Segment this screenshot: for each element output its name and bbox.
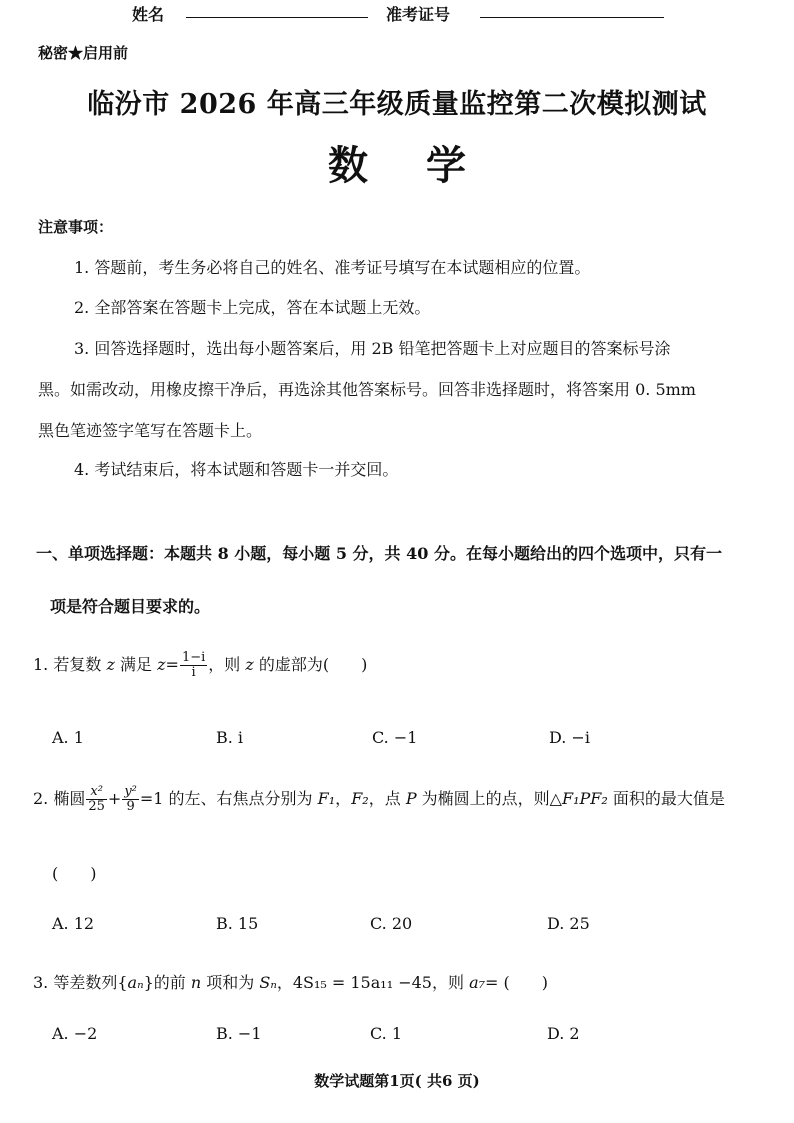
q2-option-a: A. 12: [52, 914, 95, 933]
q2-option-d: D. 25: [547, 914, 590, 933]
q1-option-b: B. i: [216, 728, 244, 747]
exam-id-field[interactable]: [480, 17, 664, 18]
notice-item-3-cont2: 黑色笔迹签字笔写在答题卡上。: [38, 421, 263, 440]
q1-option-c: C. −1: [372, 728, 418, 747]
secret-label: 秘密★启用前: [38, 44, 129, 62]
q3-option-a: A. −2: [52, 1024, 98, 1043]
name-label: 姓名: [132, 5, 165, 24]
notice-item-2: 2. 全部答案在答题卡上完成，答在本试题上无效。: [74, 298, 431, 317]
q3-option-d: D. 2: [547, 1024, 580, 1043]
notice-heading: 注意事项：: [38, 218, 114, 236]
question-3: 3. 等差数列{aₙ}的前 n 项和为 Sₙ，4S₁₅ = 15a₁₁ −45，则 a₇= ( ): [33, 973, 548, 992]
q2-option-c: C. 20: [370, 914, 413, 933]
fraction: $\frac{\text{y²}}{9}$: [124, 784, 137, 814]
notice-item-3: 3. 回答选择题时，选出每小题答案后，用 2B 铅笔把答题卡上对应题目的答案标号涂: [74, 339, 671, 358]
notice-item-4: 4. 考试结束后，将本试题和答题卡一并交回。: [74, 460, 399, 479]
q3-option-b: B. −1: [216, 1024, 262, 1043]
q2-option-b: B. 15: [216, 914, 259, 933]
q2-answer-paren: ( ): [52, 864, 97, 883]
page-footer: 数学试题第1页( 共6 页): [314, 1072, 480, 1090]
fraction: $\frac{1-i}{i}$: [181, 650, 206, 680]
subject-title: 数学: [328, 142, 524, 189]
q1-option-a: A. 1: [52, 728, 84, 747]
page-title: 临汾市 2026 年高三年级质量监控第二次模拟测试: [87, 89, 707, 120]
question-2: 2. 椭圆 $\frac{\text{x²}}{25}$ + $\frac{\text{y²}}{9}$ =1 的左、右焦点分别为 F₁，F₂，点 P 为椭圆上的点，则△F₁PF₂ 面积的最大值是: [33, 784, 725, 814]
notice-item-3-cont: 黑。如需改动，用橡皮擦干净后，再选涂其他答案标号。回答非选择题时，将答案用 0. 5mm: [38, 380, 696, 399]
notice-item-1: 1. 答题前，考生务必将自己的姓名、准考证号填写在本试题相应的位置。: [74, 258, 591, 277]
question-1: 1. 若复数 z 满足 z= $\frac{1-i}{i}$ ，则 z 的虚部为( ): [33, 650, 368, 680]
name-field[interactable]: [186, 17, 368, 18]
q1-option-d: D. −i: [549, 728, 590, 747]
section-heading-cont: 项是符合题目要求的。: [50, 597, 211, 616]
fraction: $\frac{\text{x²}}{25}$: [88, 784, 105, 814]
section-heading: 一、单项选择题：本题共 8 小题，每小题 5 分，共 40 分。在每小题给出的四个选项中，只有一: [36, 544, 722, 563]
q3-option-c: C. 1: [370, 1024, 403, 1043]
exam-id-label: 准考证号: [386, 5, 451, 24]
